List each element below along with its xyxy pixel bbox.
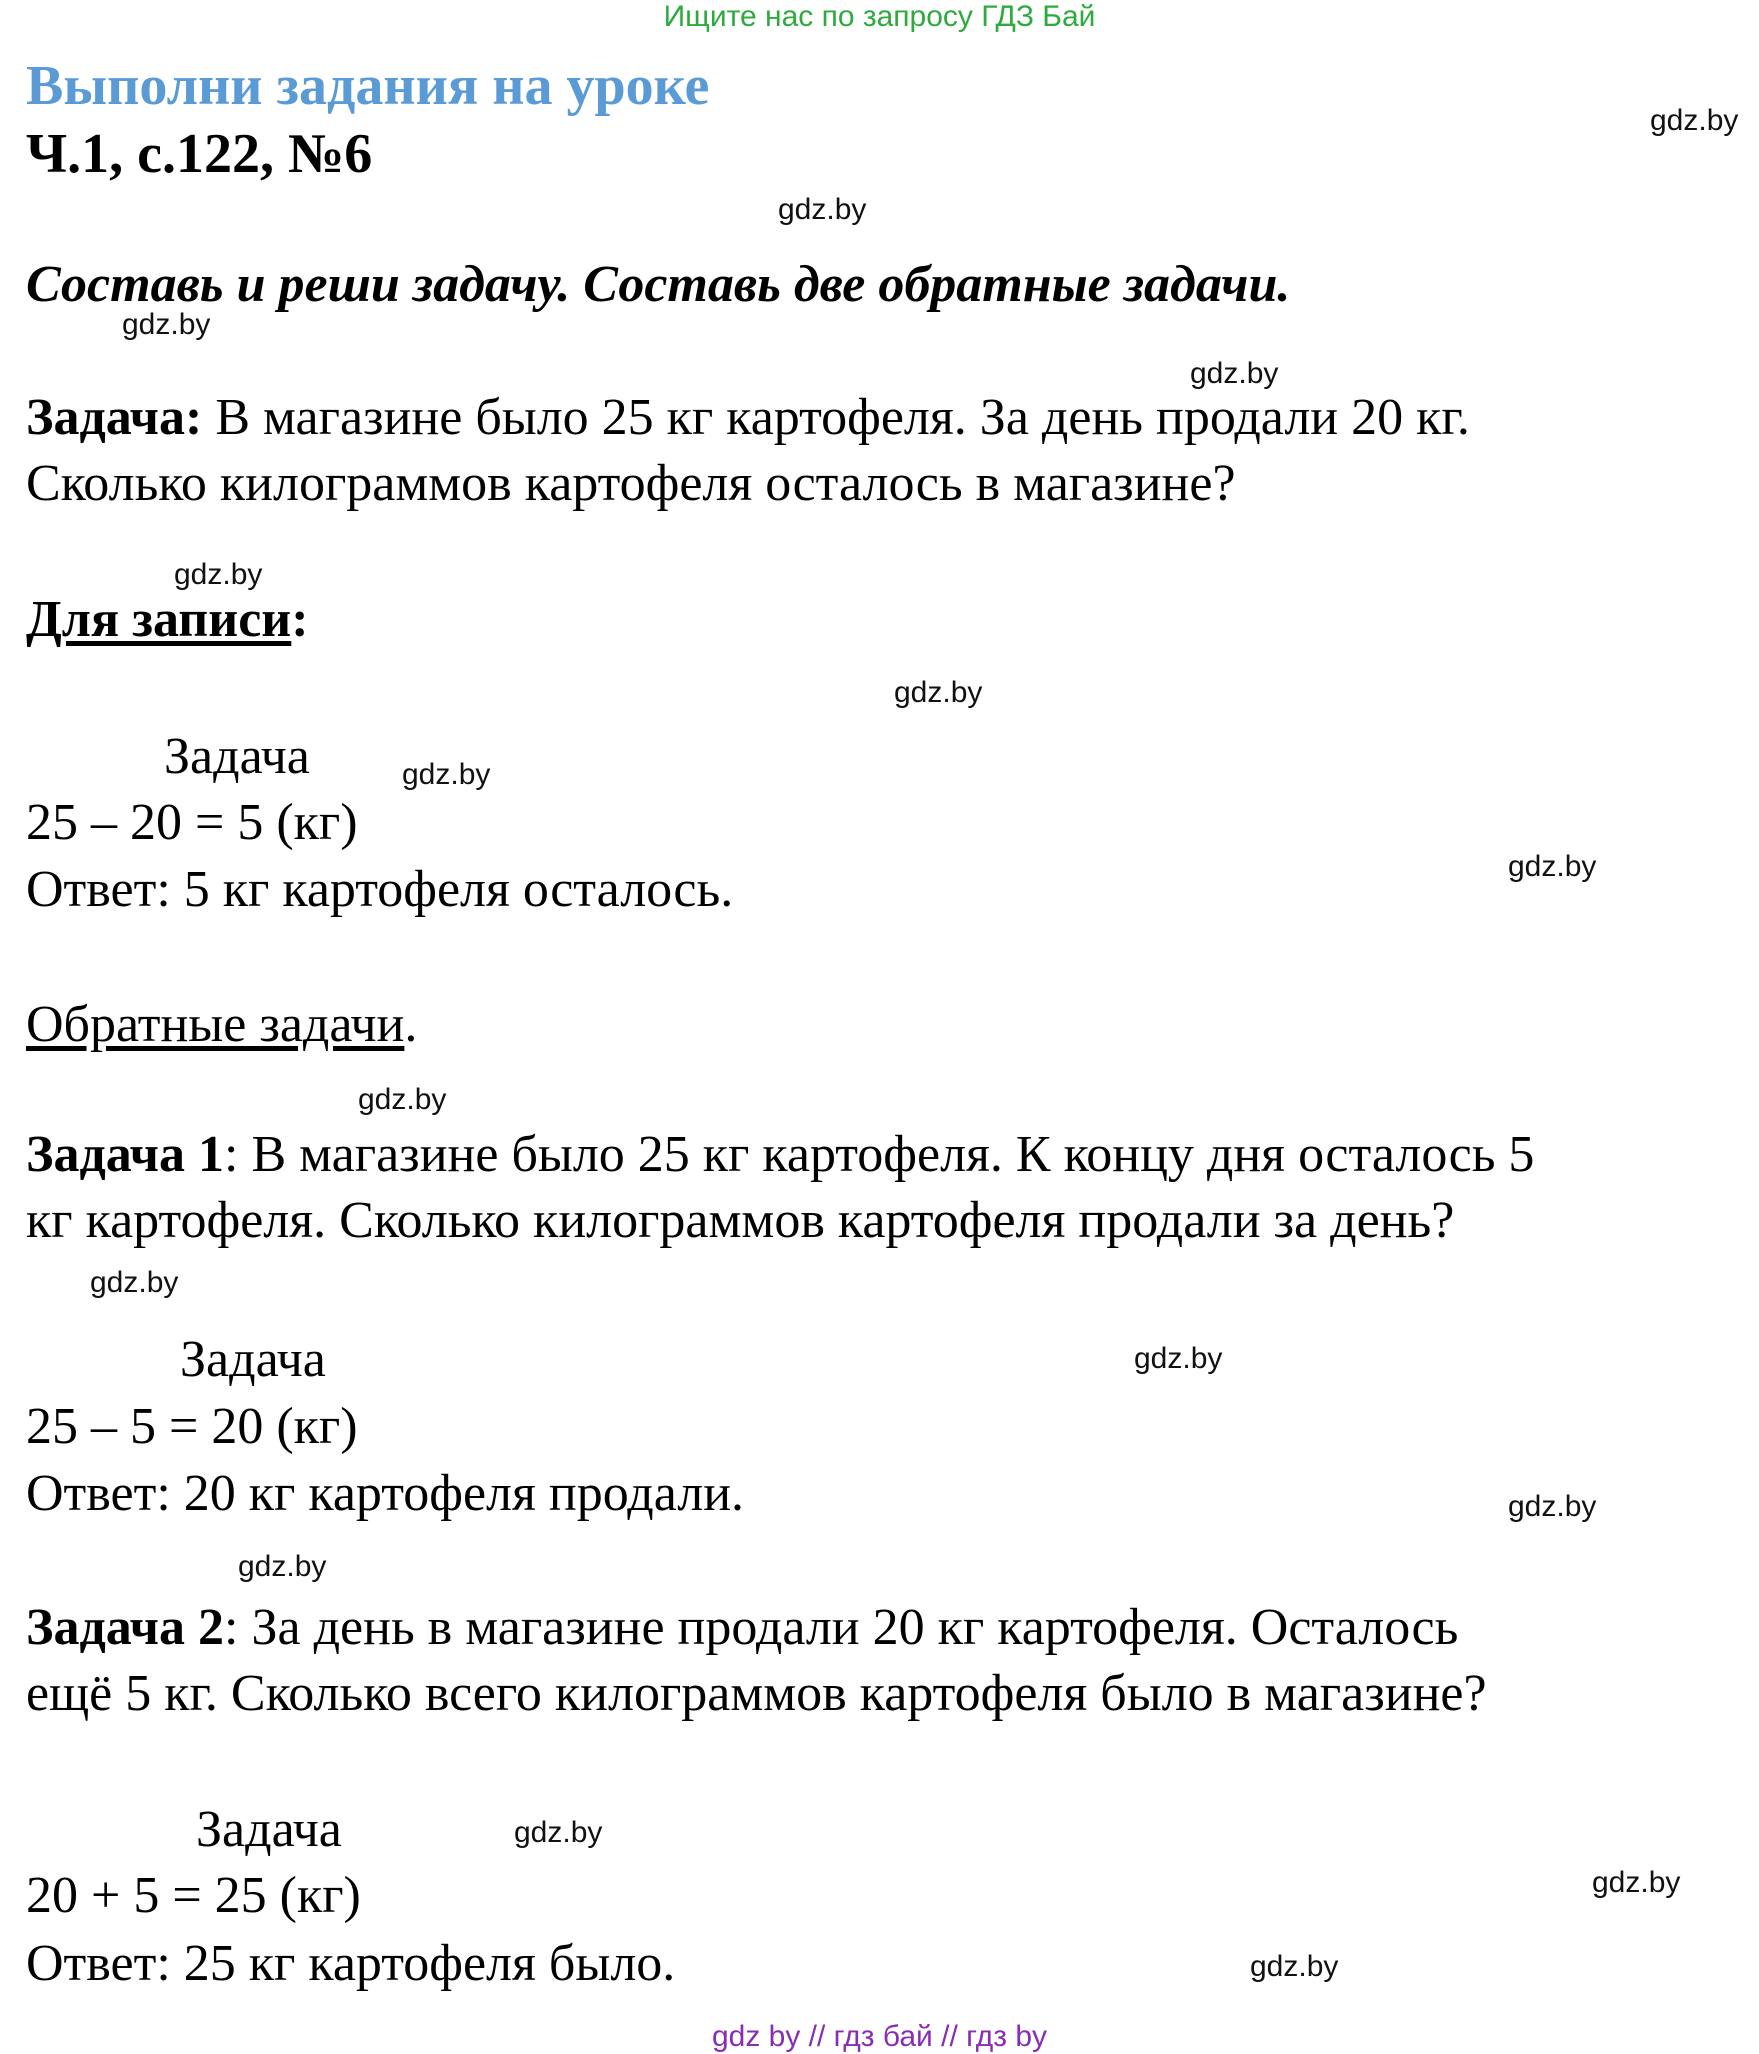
watermark: gdz.by [122, 308, 211, 341]
watermark: gdz.by [1508, 850, 1597, 883]
inverse-heading [26, 995, 417, 1054]
top-banner: Ищите нас по запросу ГДЗ Бай [663, 0, 1096, 33]
watermark: gdz.by [1508, 1490, 1597, 1523]
instruction: Составь и реши задачу. Составь две обратные задачи. [26, 256, 1291, 313]
page-title: Выполни задания на уроке [26, 55, 710, 117]
watermark: gdz.by [1190, 357, 1279, 390]
task1 [26, 1122, 1534, 1254]
watermark: gdz.by [1134, 1342, 1223, 1375]
record-heading-text: Для записи [26, 591, 292, 648]
record-heading-colon: : [291, 591, 309, 648]
watermark: gdz.by [1250, 1950, 1339, 1983]
watermark: gdz.by [402, 758, 491, 791]
solution1-equation: 25 – 20 = 5 (кг) [26, 794, 358, 851]
watermark: gdz.by [894, 676, 983, 709]
task2-label: Задача 2 [26, 1599, 224, 1656]
solution1-title: Задача [164, 728, 310, 785]
task1-line2: кг картофеля. Сколько килограммов картофеля продали за день? [26, 1192, 1455, 1249]
inverse-heading-text: Обратные задачи [26, 996, 405, 1053]
watermark: gdz.by [778, 193, 867, 226]
task2 [26, 1595, 1487, 1727]
solution2-title: Задача [180, 1331, 326, 1388]
footer-links: gdz by // гдз бай // гдз by [711, 2020, 1048, 2053]
inverse-heading-dot: . [404, 996, 418, 1053]
task2-line1: : За день в магазине продали 20 кг картофеля. Осталось [224, 1599, 1459, 1656]
solution3-title: Задача [196, 1801, 342, 1858]
exercise-reference: Ч.1, с.122, №6 [26, 123, 373, 185]
record-heading [26, 590, 309, 649]
task2-line2: ещё 5 кг. Сколько всего килограммов картофеля было в магазине? [26, 1665, 1487, 1722]
main-task-line1: В магазине было 25 кг картофеля. За день продали 20 кг. [202, 389, 1470, 446]
solution1-answer: Ответ: 5 кг картофеля осталось. [26, 861, 734, 918]
task1-label: Задача 1 [26, 1126, 224, 1183]
solution2-equation: 25 – 5 = 20 (кг) [26, 1398, 358, 1455]
watermark: gdz.by [174, 558, 263, 591]
task1-line1: : В магазине было 25 кг картофеля. К концу дня осталось 5 [224, 1126, 1535, 1183]
watermark: gdz.by [238, 1550, 327, 1583]
main-task-label: Задача: [26, 389, 203, 446]
watermark: gdz.by [1592, 1866, 1681, 1899]
watermark: gdz.by [358, 1083, 447, 1116]
watermark: gdz.by [90, 1266, 179, 1299]
watermark: gdz.by [514, 1816, 603, 1849]
solution2-answer: Ответ: 20 кг картофеля продали. [26, 1465, 745, 1522]
watermark: gdz.by [1650, 104, 1739, 137]
main-task [26, 385, 1470, 517]
solution3-equation: 20 + 5 = 25 (кг) [26, 1867, 361, 1924]
solution3-answer: Ответ: 25 кг картофеля было. [26, 1935, 676, 1992]
main-task-line2: Сколько килограммов картофеля осталось в магазине? [26, 455, 1236, 512]
